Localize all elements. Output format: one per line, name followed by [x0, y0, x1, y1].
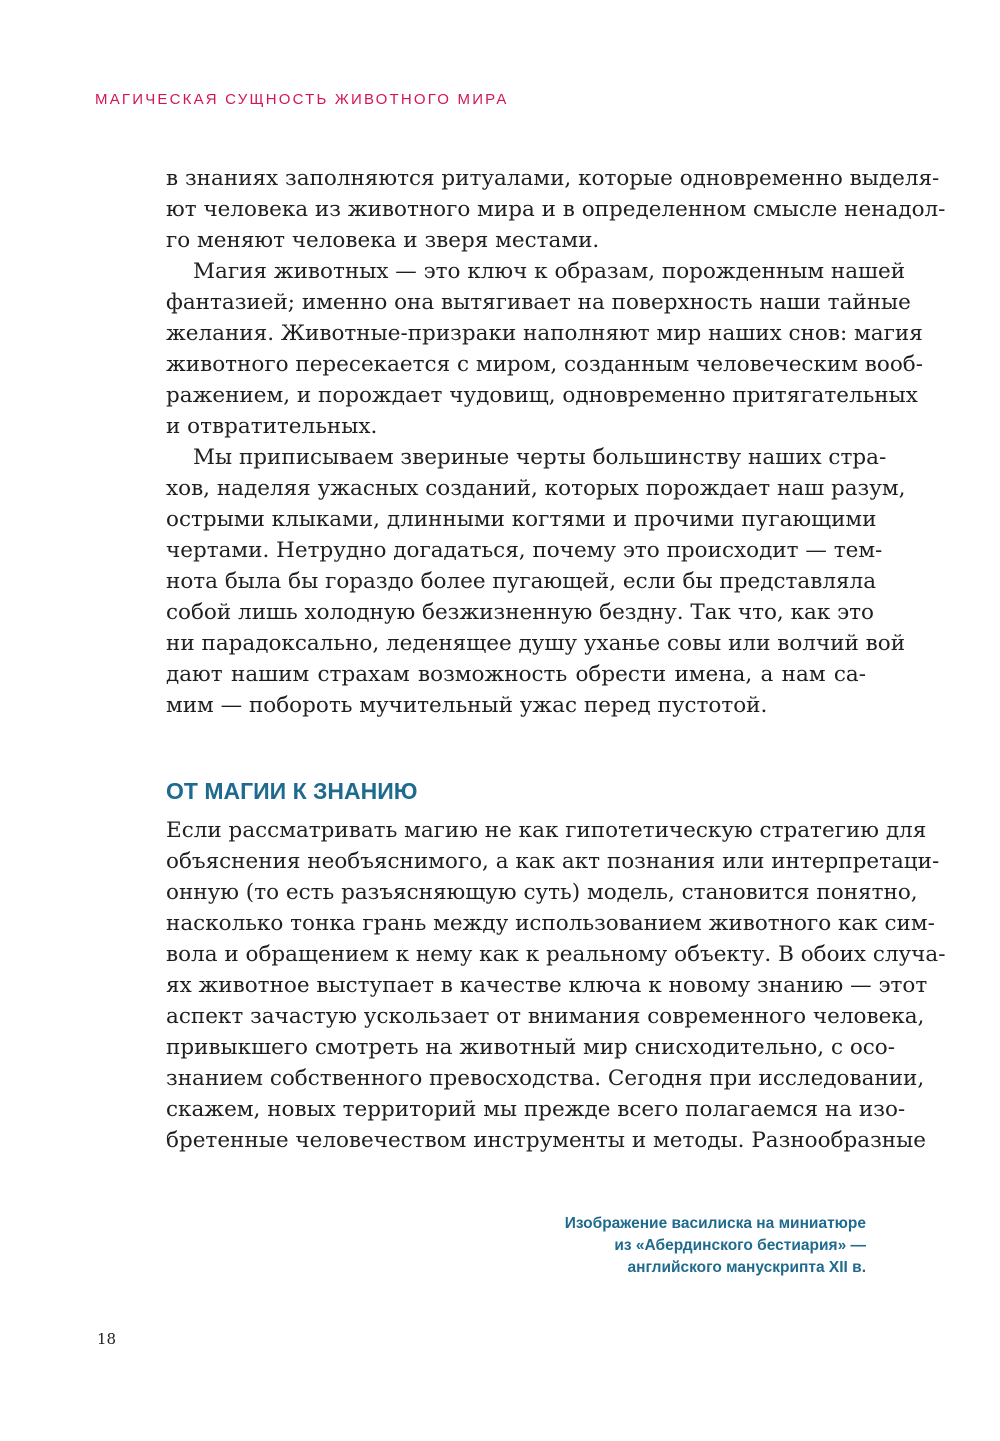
body-line: дают нашим страхам возможность обрести имена, а нам са-	[166, 662, 866, 687]
section-line: знанием собственного превосходства. Сегодня при исследовании,	[166, 1066, 925, 1091]
body-line: го меняют человека и зверя местами.	[166, 228, 600, 253]
section-line: бретенные человечеством инструменты и методы. Разнообразные	[166, 1128, 926, 1153]
section-line: привыкшего смотреть на животный мир снисходительно, с осо-	[166, 1035, 896, 1060]
body-line: Магия животных — это ключ к образам, порожденным нашей	[193, 259, 906, 284]
body-line: ражением, и порождает чудовищ, одновременно притягательных	[166, 383, 918, 408]
caption-line: из «Абердинского бестиария» —	[614, 1237, 866, 1254]
running-head: МАГИЧЕСКАЯ СУЩНОСТЬ ЖИВОТНОГО МИРА	[95, 91, 509, 108]
image-caption	[565, 1213, 866, 1279]
page-number: 18	[97, 1330, 117, 1348]
body-line: ни парадоксально, леденящее душу уханье совы или волчий вой	[166, 631, 906, 656]
body-line: острыми клыками, длинными когтями и прочими пугающими	[166, 507, 877, 532]
section-line: ях животное выступает в качестве ключа к новому знанию — этот	[166, 973, 928, 998]
section-heading: ОТ МАГИИ К ЗНАНИЮ	[166, 778, 418, 804]
caption-line: английского манускрипта XII в.	[627, 1259, 866, 1276]
body-line: хов, наделяя ужасных созданий, которых порождает наш разум,	[166, 476, 906, 501]
body-line: и отвратительных.	[166, 414, 378, 439]
section-line: Если рассматривать магию не как гипотетическую стратегию для	[166, 818, 927, 843]
section-line: онную (то есть разъясняющую суть) модель, становится понятно,	[166, 880, 918, 905]
section-line: насколько тонка грань между использованием животного как сим-	[166, 911, 935, 936]
section-line: скажем, новых территорий мы прежде всего полагаемся на изо-	[166, 1097, 906, 1122]
body-line: животного пересекается с миром, созданным человеческим вооб-	[166, 352, 923, 377]
body-line: в знаниях заполняются ритуалами, которые одновременно выделя-	[166, 166, 940, 191]
body-line: желания. Животные-призраки наполняют мир наших снов: магия	[166, 321, 923, 346]
body-line: собой лишь холодную безжизненную бездну. Так что, как это	[166, 600, 874, 625]
body-line: Мы приписываем звериные черты большинству наших стра-	[193, 445, 887, 470]
body-line: ют человека из животного мира и в определенном смысле ненадол-	[166, 197, 946, 222]
section-line: аспект зачастую ускользает от внимания современного человека,	[166, 1004, 925, 1029]
body-line: чертами. Нетрудно догадаться, почему это происходит — тем-	[166, 538, 883, 563]
body-line: нота была бы гораздо более пугающей, если бы представляла	[166, 569, 877, 594]
caption-line: Изображение василиска на миниатюре	[564, 1215, 866, 1232]
section-line: вола и обращением к нему как к реальному объекту. В обоих случа-	[166, 942, 946, 967]
section-line: объяснения необъяснимого, а как акт познания или интерпретаци-	[166, 849, 940, 874]
body-line: мим — побороть мучительный ужас перед пустотой.	[166, 693, 768, 718]
body-line: фантазией; именно она вытягивает на поверхность наши тайные	[166, 290, 911, 315]
